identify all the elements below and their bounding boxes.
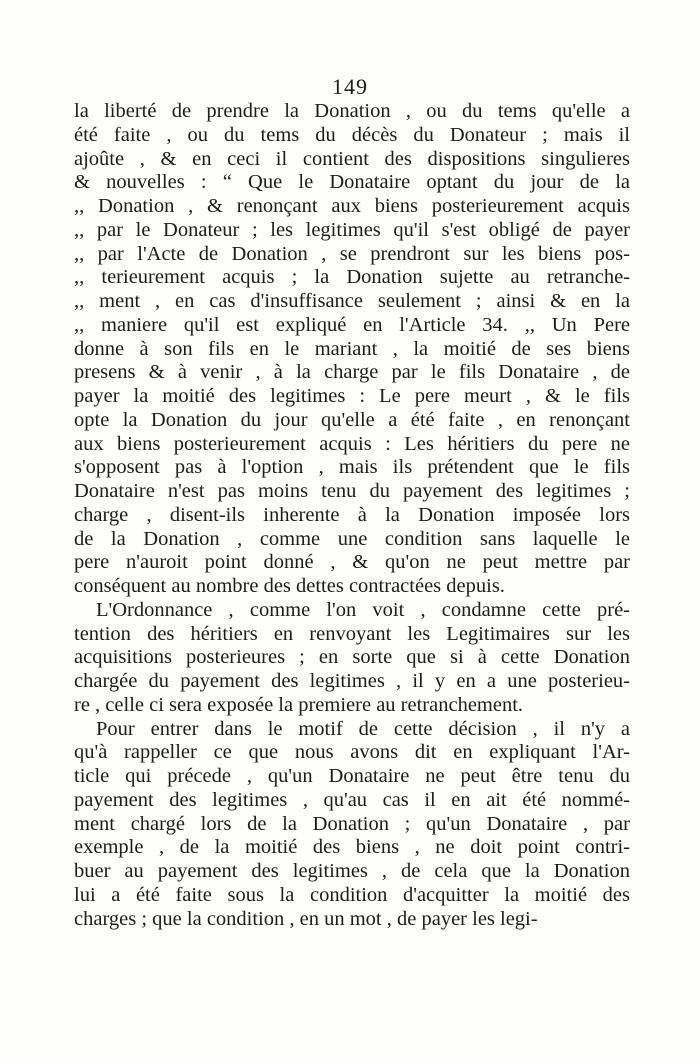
text-line: & nouvelles : “ Que le Donataire optant du jour de la <box>74 171 630 194</box>
paragraph <box>74 718 630 932</box>
text-line: conséquent au nombre des dettes contractées depuis. <box>74 575 505 597</box>
text-line: payer la moitié des legitimes : Le pere meurt , & le fils <box>74 385 630 407</box>
text-line: re , celle ci sera exposée la premiere au retranchement. <box>74 693 524 716</box>
text-line: qu'à rappeller ce que nous avons dit en expliquant l'Ar- <box>74 741 630 764</box>
text-line: ,, maniere qu'il est expliqué en l'Article 34. ,, Un Pere <box>74 313 630 336</box>
text-line: aux biens posterieurement acquis : Les héritiers du pere ne <box>74 432 630 455</box>
text-line: charges ; que la condition , en un mot , de payer les legi- <box>74 907 538 930</box>
text-line: L'Ordonnance , comme l'on voit , condamne cette pré- <box>96 598 630 621</box>
text-line: charge , disent-ils inherente à la Donation imposée lors <box>74 503 630 526</box>
text-line: ,, ment , en cas d'insuffisance seulement ; ainsi & en la <box>74 290 630 312</box>
page-number: 149 <box>332 74 368 99</box>
text-line: opte la Donation du jour qu'elle a été faite , en renonçant <box>74 408 630 431</box>
text-line: acquisitions posterieures ; en sorte que si à cette Donation <box>74 646 630 669</box>
text-line: tention des héritiers en renvoyant les Legitimaires sur les <box>74 622 630 645</box>
text-line: payement des legitimes , qu'au cas il en ait été nommé- <box>74 788 630 811</box>
text-line: ticle qui précede , qu'un Donataire ne peut être tenu du <box>74 765 630 787</box>
text-line: ,, par l'Acte de Donation , se prendront sur les biens pos- <box>74 242 630 265</box>
text-line: exemple , de la moitié des biens , ne doit point contri- <box>74 836 630 859</box>
text-line: été faite , ou du tems du décès du Donateur ; mais il <box>74 123 630 146</box>
text-line: la liberté de prendre la Donation , ou du tems qu'elle a <box>74 100 630 122</box>
text-line: donne à son fils en le mariant , la moitié de ses biens <box>74 337 630 360</box>
text-line: de la Donation , comme une condition sans laquelle le <box>74 527 630 550</box>
text-line: Donataire n'est pas moins tenu du payement des legitimes ; <box>74 480 630 502</box>
text-line: ment chargé lors de la Donation ; qu'un Donataire , par <box>74 812 630 835</box>
text-line: buer au payement des legitimes , de cela que la Donation <box>74 860 630 882</box>
text-line: s'opposent pas à l'option , mais ils prétendent que le fils <box>74 456 630 479</box>
text-line: lui a été faite sous la condition d'acquitter la moitié des <box>74 883 630 906</box>
text-line: ,, par le Donateur ; les legitimes qu'il s'est obligé de payer <box>74 218 630 241</box>
text-line: presens & à venir , à la charge par le fils Donataire , de <box>74 361 630 384</box>
text-line: ajoûte , & en ceci il contient des dispositions singulieres <box>74 147 630 170</box>
text-line: ,, terieurement acquis ; la Donation sujette au retranche- <box>74 266 630 289</box>
paragraph <box>74 599 630 718</box>
paragraph <box>74 100 630 599</box>
text-line: pere n'auroit point donné , & qu'on ne peut mettre par <box>74 551 630 574</box>
body-text <box>74 100 630 931</box>
text-line: ,, Donation , & renonçant aux biens posterieurement acquis <box>74 195 630 217</box>
text-line: Pour entrer dans le motif de cette décision , il n'y a <box>96 717 630 740</box>
text-line: chargée du payement des legitimes , il y en a une posterieu- <box>74 670 630 692</box>
